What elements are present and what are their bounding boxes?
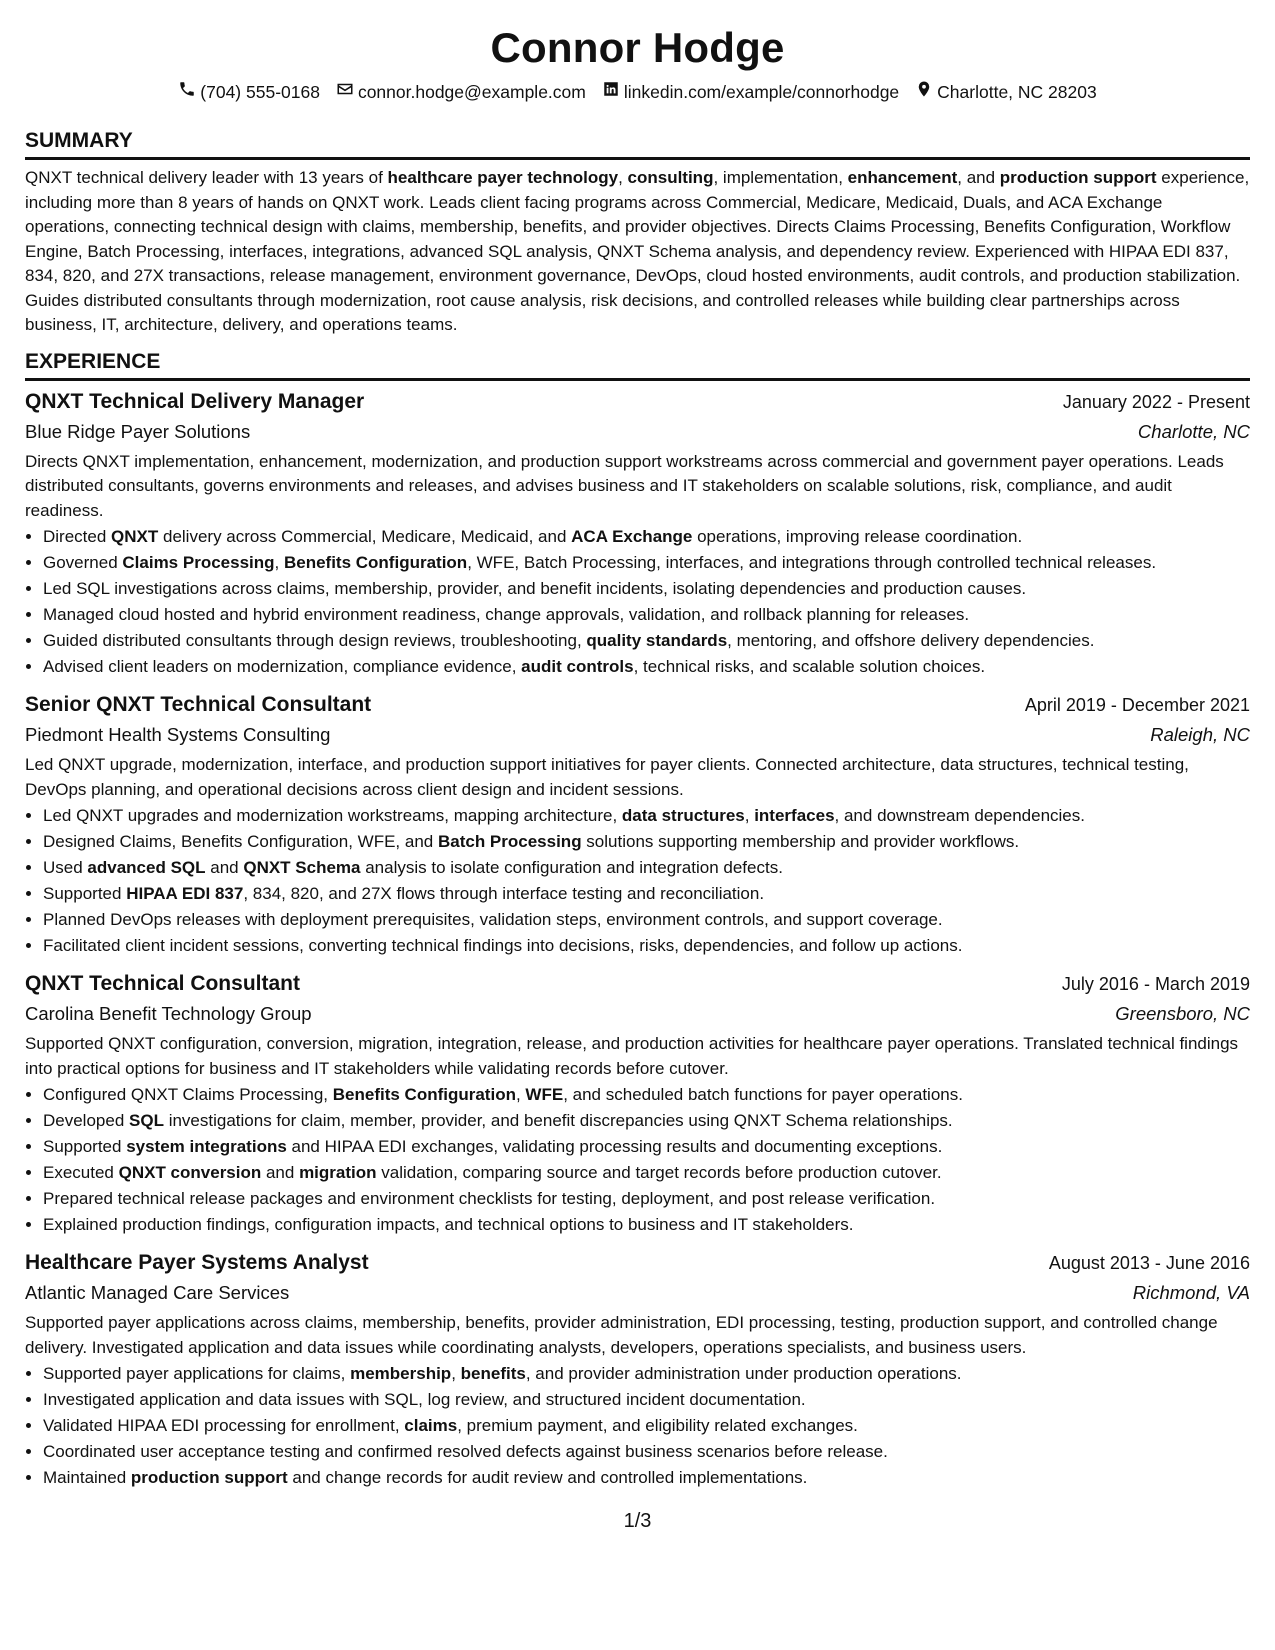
bullet-item xyxy=(43,933,1250,959)
bold-phrase: Claims Processing xyxy=(122,553,275,572)
page-number: 1/3 xyxy=(623,1510,652,1532)
text-run: experience, including more than 8 years of hands on QNXT work. Leads client facing programs across Commercial, Medicare, Medicaid, Duals, and ACA Exchange operations, connecting technical design with claims, membership, benefits, and provider objectives. Directs Claims Processing, Benefits Configuration, Workflow Engine, Batch Processing, interfaces, integrations, advanced SQL analysis, QNXT Schema analysis, and dependency review. Experienced with HIPAA EDI 837, 834, 820, and 27X transactions, release management, environment governance, DevOps, cloud hosted environments, audit controls, and production stabilization. Guides distributed consultants through modernization, root cause analysis, risk decisions, and controlled releases while building clear partnerships across business, IT, architecture, delivery, and operations teams. xyxy=(25,168,1250,334)
text-run: analysis to isolate configuration and integration defects. xyxy=(360,858,783,877)
job-bullets xyxy=(25,803,1250,959)
text-run: Developed xyxy=(43,1111,130,1130)
bold-phrase: QNXT Schema xyxy=(243,858,361,877)
job-dates: July 2016 - March 2019 xyxy=(1061,974,1250,994)
job-title: Senior QNXT Technical Consultant xyxy=(25,693,372,716)
envelope-icon xyxy=(336,80,354,103)
bullet-item xyxy=(43,628,1250,654)
bullet-item xyxy=(43,1082,1250,1108)
job-location: Richmond, VA xyxy=(1132,1282,1250,1303)
text-run: Supported xyxy=(43,1137,127,1156)
experience-heading: EXPERIENCE xyxy=(25,350,1250,381)
job-entry xyxy=(25,690,1250,959)
text-run: and xyxy=(261,1163,300,1182)
text-run: investigations for claim, member, provider, and benefit discrepancies using QNXT Schema relationships. xyxy=(163,1111,953,1130)
text-run: , xyxy=(274,553,284,572)
bold-phrase: healthcare payer technology xyxy=(387,168,619,187)
text-run: Prepared technical release packages and environment checklists for testing, deployment, and post release verification. xyxy=(43,1189,936,1208)
bold-phrase: WFE xyxy=(525,1085,564,1104)
bullet-item xyxy=(43,1134,1250,1160)
linkedin-icon xyxy=(602,80,620,103)
job-subheader xyxy=(25,1278,1250,1308)
job-company: Carolina Benefit Technology Group xyxy=(25,1003,312,1024)
bold-phrase: consulting xyxy=(627,168,714,187)
text-run: Used xyxy=(43,858,88,877)
phone-icon xyxy=(178,80,196,103)
bold-phrase: membership xyxy=(350,1364,452,1383)
text-run: Coordinated user acceptance testing and confirmed resolved defects against business scenarios before release. xyxy=(43,1442,888,1461)
text-run: , and downstream dependencies. xyxy=(834,806,1085,825)
bold-phrase: system integrations xyxy=(126,1137,287,1156)
job-header xyxy=(25,690,1250,720)
job-entry xyxy=(25,387,1250,681)
job-description: Supported payer applications across claims, membership, benefits, provider administration, EDI processing, testing, production support, and controlled change delivery. Investigated application and data issues while coordinating analysts, developers, operations specialists, and business users. xyxy=(25,1313,1218,1357)
bold-phrase: migration xyxy=(299,1163,377,1182)
contact-info xyxy=(25,80,1250,103)
bullet-item xyxy=(43,1413,1250,1439)
text-run: Maintained xyxy=(43,1468,131,1487)
summary-text xyxy=(25,166,1250,338)
text-run: and HIPAA EDI exchanges, validating processing results and documenting exceptions. xyxy=(286,1137,943,1156)
text-run: , WFE, Batch Processing, interfaces, and integrations through controlled technical releases. xyxy=(467,553,1157,572)
bullet-item xyxy=(43,524,1250,550)
job-location: Greensboro, NC xyxy=(1115,1003,1250,1024)
job-bullets xyxy=(25,524,1250,680)
bullet-item xyxy=(43,1108,1250,1134)
bold-phrase: SQL xyxy=(129,1111,164,1130)
job-description: Led QNXT upgrade, modernization, interface, and production support initiatives for payer clients. Connected architecture, data structures, technical testing, DevOps planning, and operational decisions across client design and incident sessions. xyxy=(25,755,1189,799)
text-run: Governed xyxy=(43,553,123,572)
text-run: , premium payment, and eligibility related exchanges. xyxy=(457,1416,858,1435)
job-subheader xyxy=(25,417,1250,447)
bullet-item xyxy=(43,1160,1250,1186)
job-dates: April 2019 - December 2021 xyxy=(1024,695,1250,715)
job-location: Charlotte, NC xyxy=(1137,420,1250,442)
text-run: Designed Claims, Benefits Configuration, WFE, and xyxy=(43,832,438,851)
bold-phrase: Benefits Configuration xyxy=(332,1085,516,1104)
job-subheader xyxy=(25,720,1250,750)
text-run: Led QNXT upgrades and modernization workstreams, mapping architecture, xyxy=(43,806,622,825)
bullet-item xyxy=(43,855,1250,881)
summary-heading: SUMMARY xyxy=(25,129,1250,160)
email-address[interactable]: connor.hodge@example.com xyxy=(357,81,586,102)
bullet-item xyxy=(43,576,1250,602)
job-entry xyxy=(25,969,1250,1238)
bullet-item xyxy=(43,907,1250,933)
bold-phrase: advanced SQL xyxy=(87,858,206,877)
map-pin-icon xyxy=(915,80,933,103)
text-run: Configured QNXT Claims Processing, xyxy=(43,1085,333,1104)
text-run: and change records for audit review and controlled implementations. xyxy=(287,1468,808,1487)
bullet-item xyxy=(43,1186,1250,1212)
bullet-item xyxy=(43,654,1250,680)
bold-phrase: interfaces xyxy=(754,806,835,825)
job-header xyxy=(25,387,1250,417)
bullet-item xyxy=(43,1387,1250,1413)
text-run: Validated HIPAA EDI processing for enrollment, xyxy=(43,1416,405,1435)
bullet-item xyxy=(43,550,1250,576)
text-run: Advised client leaders on modernization, compliance evidence, xyxy=(43,657,522,676)
job-company: Blue Ridge Payer Solutions xyxy=(25,420,251,442)
bullet-item xyxy=(43,829,1250,855)
bold-phrase: data structures xyxy=(621,806,745,825)
bold-phrase: audit controls xyxy=(521,657,634,676)
bullet-item xyxy=(43,1439,1250,1465)
text-run: Managed cloud hosted and hybrid environment readiness, change approvals, validation, and rollback planning for releases. xyxy=(43,605,970,624)
text-run: Planned DevOps releases with deployment prerequisites, validation steps, environment controls, and support coverage. xyxy=(43,910,943,929)
text-run: Supported payer applications for claims, xyxy=(43,1364,351,1383)
bold-phrase: QNXT conversion xyxy=(118,1163,262,1182)
job-bullets xyxy=(25,1361,1250,1491)
text-run: , 834, 820, and 27X flows through interface testing and reconciliation. xyxy=(243,884,765,903)
bold-phrase: HIPAA EDI 837 xyxy=(126,884,244,903)
job-title: QNXT Technical Consultant xyxy=(25,972,300,995)
bullet-item xyxy=(43,1212,1250,1238)
text-run: , xyxy=(744,806,755,825)
candidate-name: Connor Hodge xyxy=(490,24,785,71)
job-subheader xyxy=(25,999,1250,1029)
job-header xyxy=(25,969,1250,999)
job-company: Atlantic Managed Care Services xyxy=(25,1282,290,1303)
text-run: , implementation, xyxy=(713,168,848,187)
text-run: , xyxy=(451,1364,461,1383)
text-run: Supported xyxy=(43,884,127,903)
bold-phrase: ACA Exchange xyxy=(571,527,693,546)
job-description: Directs QNXT implementation, enhancement, modernization, and production support workstreams across commercial and government payer operations. Leads distributed consultants, governs environments and releases, and advises business and IT stakeholders on scalable solutions, risk, compliance, and audit readiness. xyxy=(25,451,1224,520)
job-bullets xyxy=(25,1082,1250,1238)
job-title: QNXT Technical Delivery Manager xyxy=(25,389,365,413)
contact-location xyxy=(915,80,1097,103)
text-run: Directed xyxy=(43,527,112,546)
bold-phrase: Batch Processing xyxy=(437,832,582,851)
text-run: , xyxy=(618,168,628,187)
job-description: Supported QNXT configuration, conversion, migration, integration, release, and production activities for healthcare payer operations. Translated technical findings into practical options for business and IT stakeholders while validating records before cutover. xyxy=(25,1034,1239,1078)
bold-phrase: QNXT xyxy=(111,527,159,546)
text-run: solutions supporting membership and provider workflows. xyxy=(581,832,1020,851)
text-run: QNXT technical delivery leader with 13 years of xyxy=(25,168,388,187)
text-run: operations, improving release coordination. xyxy=(692,527,1023,546)
linkedin-url[interactable]: linkedin.com/example/connorhodge xyxy=(623,81,900,102)
bullet-item xyxy=(43,1361,1250,1387)
job-header xyxy=(25,1248,1250,1278)
bullet-item xyxy=(43,602,1250,628)
text-run: , and provider administration under production operations. xyxy=(525,1364,962,1383)
bullet-item xyxy=(43,803,1250,829)
resume-page xyxy=(25,22,1250,1491)
job-location: Raleigh, NC xyxy=(1150,724,1250,745)
job-dates: August 2013 - June 2016 xyxy=(1048,1253,1250,1273)
text-run: and xyxy=(205,858,244,877)
location-text: Charlotte, NC 28203 xyxy=(937,81,1097,102)
text-run: , and xyxy=(957,168,1000,187)
text-run: Executed xyxy=(43,1163,119,1182)
contact-phone xyxy=(178,80,320,103)
job-company: Piedmont Health Systems Consulting xyxy=(25,724,331,745)
text-run: , technical risks, and scalable solution choices. xyxy=(633,657,986,676)
text-run: Explained production findings, configuration impacts, and technical options to business and IT stakeholders. xyxy=(43,1215,854,1234)
text-run: validation, comparing source and target records before production cutover. xyxy=(376,1163,942,1182)
job-title: Healthcare Payer Systems Analyst xyxy=(25,1251,369,1274)
bullet-item xyxy=(43,881,1250,907)
contact-email[interactable] xyxy=(336,80,586,103)
text-run: , and scheduled batch functions for payer operations. xyxy=(563,1085,963,1104)
bold-phrase: benefits xyxy=(460,1364,526,1383)
job-list xyxy=(25,387,1250,1492)
text-run: Facilitated client incident sessions, converting technical findings into decisions, risks, dependencies, and follow up actions. xyxy=(43,936,963,955)
bullet-item xyxy=(43,1465,1250,1491)
bold-phrase: production support xyxy=(130,1468,288,1487)
text-run: , mentoring, and offshore delivery dependencies. xyxy=(727,631,1095,650)
bold-phrase: enhancement xyxy=(847,168,958,187)
job-dates: January 2022 - Present xyxy=(1062,391,1250,412)
phone-number: (704) 555-0168 xyxy=(200,81,320,102)
text-run: Guided distributed consultants through design reviews, troubleshooting, xyxy=(43,631,587,650)
bold-phrase: claims xyxy=(404,1416,458,1435)
bold-phrase: Benefits Configuration xyxy=(283,553,468,572)
job-entry xyxy=(25,1248,1250,1491)
text-run: delivery across Commercial, Medicare, Medicaid, and xyxy=(158,527,572,546)
experience-section xyxy=(25,350,1250,1492)
bold-phrase: production support xyxy=(999,168,1157,187)
summary-section xyxy=(25,129,1250,338)
contact-linkedin[interactable] xyxy=(602,80,899,103)
bold-phrase: quality standards xyxy=(586,631,728,650)
text-run: Investigated application and data issues with SQL, log review, and structured incident documentation. xyxy=(43,1390,806,1409)
text-run: Led SQL investigations across claims, membership, provider, and benefit incidents, isolating dependencies and production causes. xyxy=(43,579,1027,598)
text-run: , xyxy=(515,1085,526,1104)
